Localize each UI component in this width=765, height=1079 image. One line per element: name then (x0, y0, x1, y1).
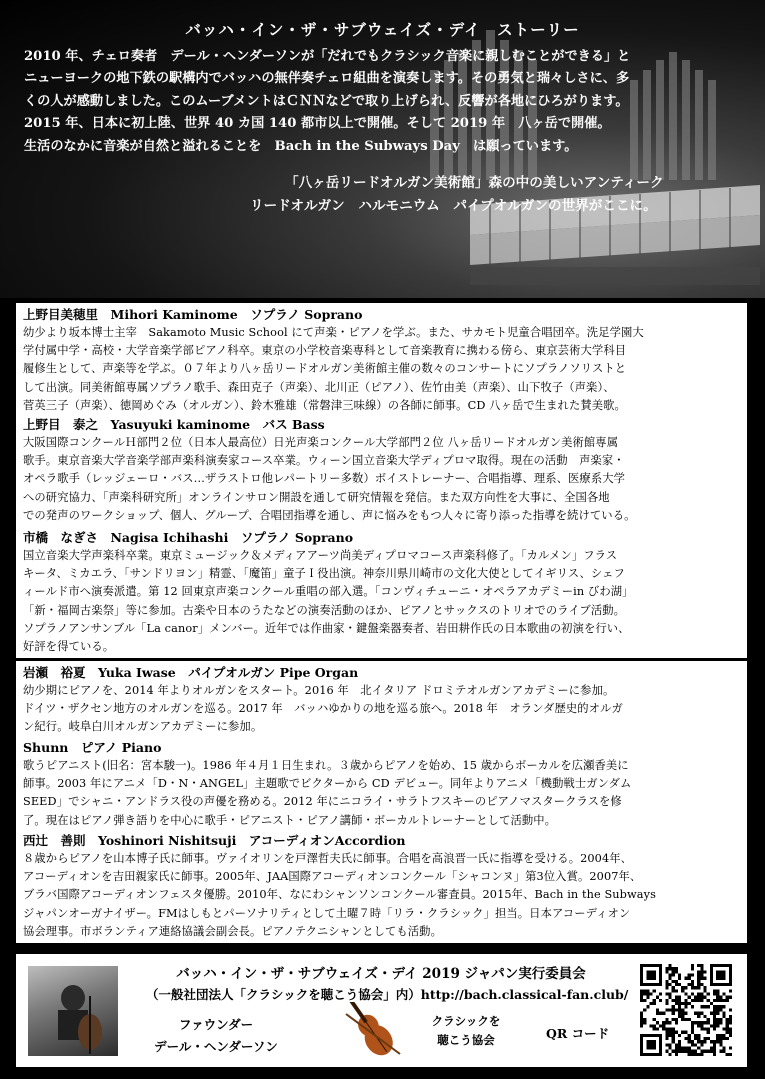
committee-footer (16, 954, 747, 1067)
bio-line: 好評を得ている。 (23, 640, 115, 654)
bio-line: 歌手。東京音楽大学音楽学部声楽科演奏家コース卒業。ウィーン国立音楽大学ディプロマ取得。現在の活動 声楽家・ (23, 454, 625, 468)
bio-line: 師事。2003 年にアニメ「D・N・ANGEL」主題歌でビクターから CD デビュー。同年よりアニメ「機動戦士ガンダム (23, 777, 632, 791)
bio-line: 幼少期にピアノを、2014 年よりオルガンをスタート。2016 年 北イタリア ドロミテオルガンアカデミーに参加。 (23, 684, 615, 697)
bio-line: 菅英三子（声楽）、徳岡めぐみ（オルガン）、鈴木雅雄（常磐津三味線）の各師に師事。CD 八ヶ岳で生まれた賛美歌。 (23, 398, 626, 412)
founder-name: デール・ヘンダーソン (154, 1039, 278, 1054)
bio-line: ８歳からピアノを山本博子氏に師事。ヴァイオリンを戸澤哲夫氏に師事。合唱を高浪晋一氏に指導を受ける。2004年、 (23, 852, 633, 865)
association-line: クラシックを (431, 1014, 501, 1028)
bio-line: ジャパンオーガナイザー。FMはしもとパーソナリティとして土曜７時「リラ・クラシック」担当。日本アコーディオン (23, 906, 631, 920)
association-name (416, 1012, 516, 1050)
story-hero (0, 0, 765, 298)
bio-line: SEED」でシャニ・アンドラス役の声優を務める。2012 年にニコライ・サラトフスキーのピアノマスタークラスを修 (23, 795, 622, 809)
bio-line: ドイツ・ザクセン地方のオルガンを巡る。2017 年 バッハゆかりの地を巡る旅へ。2018 年 オランダ歴史的オルガ (23, 702, 623, 716)
bio-line: ン紀行。岐阜白川オルガンアカデミーに参加。 (23, 720, 263, 734)
qr-label: QR コード (546, 1026, 610, 1041)
bio-text (23, 547, 741, 656)
bio-card-shunn (16, 736, 747, 832)
bio-name: 西辻 善則 Yoshinori Nishitsuji アコーディオンAccordion (23, 833, 406, 848)
bio-card-ichihashi (16, 526, 747, 658)
bio-line: して出演。同美術館専属ソプラノ歌手、森田克子（声楽）、北川正（ピアノ）、佐竹由美（声楽）、山下牧子（声楽）、 (23, 380, 615, 394)
bio-name: Shunn ピアノ Piano (23, 740, 162, 755)
bio-text (23, 850, 741, 941)
bio-line: ブラバ国際アコーディオンフェスタ優勝。2010年、なにわシャンソンコンクール審査員。2015年、Bach in the Subways (23, 888, 656, 902)
committee-name: バッハ・イン・ザ・サブウェイズ・デイ 2019 ジャパン実行委員会 (176, 966, 586, 982)
museum-line: リードオルガン ハルモニウム パイプオルガンの世界がここに。 (250, 198, 657, 214)
story-line: 生活のなかに音楽が自然と溢れることを Bach in the Subways Day は願っています。 (24, 138, 578, 154)
bio-text (23, 434, 741, 525)
photo-cellist-icon (28, 966, 118, 1056)
founder-block (146, 1014, 286, 1058)
bio-line: 「新・福岡古楽祭」等に参加。古楽や日本のうたなどの演奏活動のほか、ピアノとサックスのトリオでのライブ活動。 (23, 603, 626, 617)
bio-line: オペラ歌手（レッジェーロ・バス…ザラストロ他レパートリー多数）ボイストレーナー、合唱指導、理系、医療系大学 (23, 472, 626, 486)
story-line: 2010 年、チェロ奏者 デール・ヘンダーソンが「だれでもクラシック音楽に親しむことができる」と (24, 49, 631, 64)
bio-line: 了。現在はピアノ弾き語りを中心に歌手・ピアニスト・ピアノ講師・ボーカルトレーナーとして活動中。 (23, 813, 557, 827)
bio-line: 履修生として、声楽等を学ぶ。０７年より八ヶ岳リードオルガン美術館主催の数々のコンサートにソプラノソリストと (23, 362, 627, 376)
bio-name: 市橋 なぎさ Nagisa Ichihashi ソプラノ Soprano (23, 530, 354, 545)
bio-card-kaminome-yasuyuki (16, 413, 747, 527)
story-line: くの人が感動しました。このムーブメントはＣＮＮなどで取り上げられ、反響が各地にひろがります。 (24, 93, 629, 109)
story-title: バッハ・イン・ザ・サブウェイズ・デイ ストーリー (185, 20, 580, 39)
bio-line: 幼少より坂本博士主宰 Sakamoto Music School にて声楽・ピアノを学ぶ。また、サカモト児童合唱団卒。洗足学園大 (23, 326, 644, 339)
story-line: ニューヨークの地下鉄の駅構内でバッハの無伴奏チェロ組曲を演奏します。その勇気と瑞々しさに、多 (24, 71, 630, 87)
bio-text (23, 324, 741, 415)
museum-caption (250, 172, 760, 218)
bio-line: への研究協力、「声楽科研究所」オンラインサロン開設を通して研究情報を発信。また双方向性を大事に、全国各地 (23, 490, 610, 504)
qr-code-icon[interactable] (640, 964, 732, 1056)
bio-card-kaminome-mihori (16, 303, 747, 417)
story-body (24, 46, 754, 158)
bio-line: ィールド市へ演奏派遣。第 12 回東京声楽コンクール重唱の部入選。「コンヴィチューニ・オペラアカデミーin びわ湖」 (23, 585, 634, 599)
story-line: 2015 年、日本に初上陸、世界 40 カ国 140 都市以上で開催。そして 2019 年 八ヶ岳で開催。 (24, 116, 611, 132)
bio-line: ソプラノアンサンブル「La canor」メンバー。近年では作曲家・鍵盤楽器奏者、岩田耕作氏の日本歌曲の初演を行い、 (23, 621, 630, 635)
bio-name: 上野目美穂里 Mihori Kaminome ソプラノ Soprano (23, 307, 363, 322)
bio-text (23, 757, 741, 830)
committee-sub-url[interactable]: （一般社団法人「クラシックを聴こう協会」内）http://bach.classical-fan.club/ (146, 987, 629, 1002)
bio-card-nishitsuji (16, 829, 747, 943)
bio-line: での発声のワークショップ、個人、グループ、合唱団指導を通し、声に悩みをもつ人々に寄り添った指導を続けている。 (23, 508, 636, 522)
bio-line: 大阪国際コンクールＨ部門２位（日本人最高位）日光声楽コンクール大学部門２位 八ヶ岳リードオルガン美術館専属 (23, 436, 619, 449)
bio-text (23, 682, 741, 737)
cello-icon (338, 1002, 408, 1062)
bio-card-iwase (16, 661, 747, 739)
association-line: 聴こう協会 (437, 1033, 495, 1047)
bio-line: 歌うピアニスト(旧名：宮本駿一)。1986 年４月１日生まれ。３歳からピアノを始め、15 歳からボーカルを広瀬香美に (23, 759, 629, 772)
bio-line: 国立音楽大学声楽科卒業。東京ミュージック＆メディアアーツ尚美ディプロマコース声楽科修了。「カルメン」フラス (23, 549, 618, 562)
bio-name: 上野目 泰之 Yasuyuki kaminome バス Bass (23, 417, 325, 432)
bio-line: 協会理事。市ボランティア連絡協議会副会長。ピアノテクニシャンとしても活動。 (23, 924, 442, 938)
founder-label: ファウンダー (178, 1017, 254, 1032)
museum-line: 「八ヶ岳リードオルガン美術館」森の中の美しいアンティーク (285, 175, 664, 191)
bio-name: 岩瀬 裕夏 Yuka Iwase パイプオルガン Pipe Organ (23, 665, 359, 680)
bio-line: キータ、ミカエラ、「サンドリヨン」精霊、「魔笛」童子Ｉ役出演。神奈川県川崎市の文化大使としてイギリス、シェフ (23, 567, 625, 581)
bio-line: 学付属中学・高校・大学音楽学部ピアノ科卒。東京の小学校音楽専科として音楽教育に携わる傍ら、東京芸術大学科目 (23, 344, 627, 358)
bio-line: アコーディオンを吉田親家氏に師事。2005年、JAA国際アコーディオンコンクール「シャコンヌ」第3位入賞。2007年、 (23, 870, 642, 884)
